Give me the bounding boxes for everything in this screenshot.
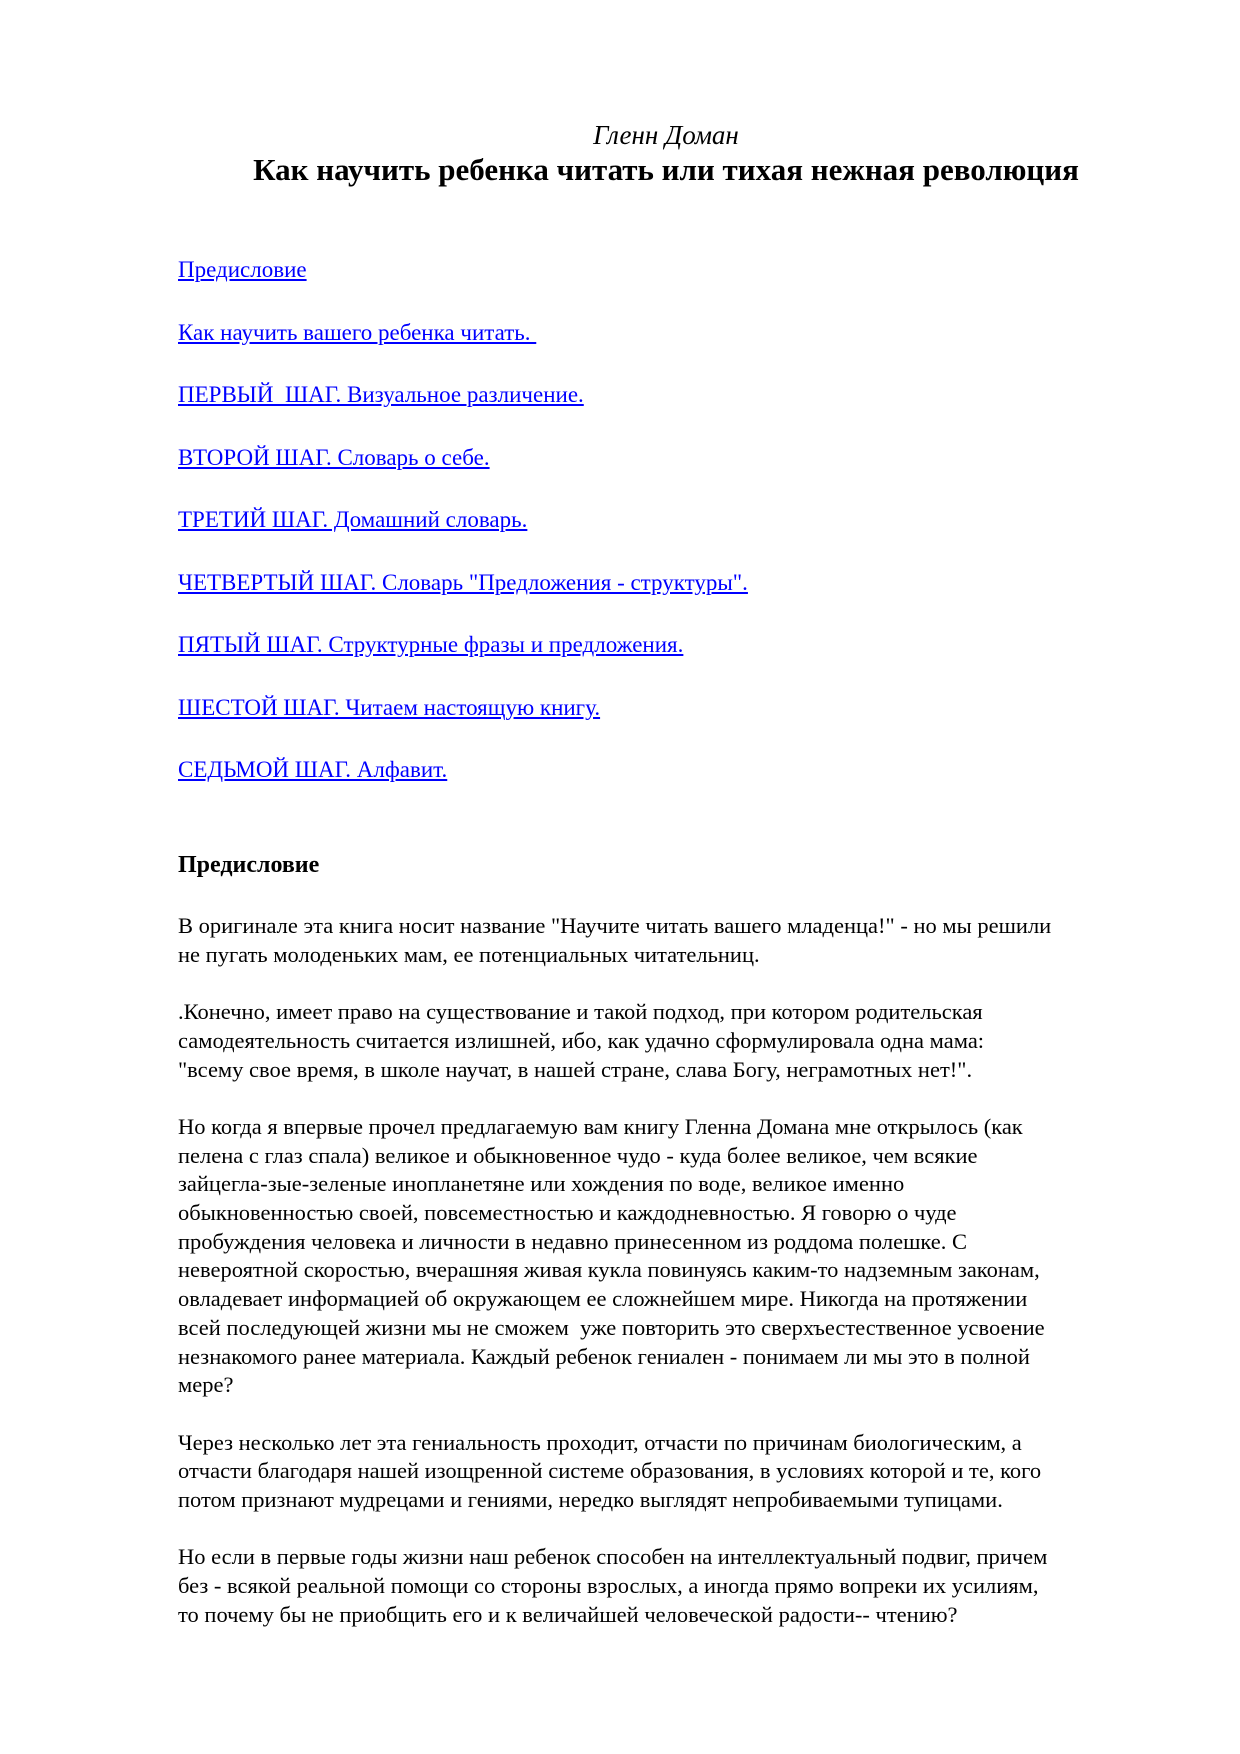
text-line: обыкновенностью своей, повсеместностью и каждодневностью. Я говорю о чуде xyxy=(178,1200,957,1225)
toc-link[interactable]: Как научить вашего ребенка читать. xyxy=(178,319,537,345)
toc-link[interactable]: ТРЕТИЙ ШАГ. Домашний словарь. xyxy=(178,507,528,532)
text-line: без - всякой реальной помощи со стороны взрослых, а иногда прямо вопреки их усилиям, xyxy=(178,1573,1039,1599)
toc-link[interactable]: СЕДЬМОЙ ШАГ. Алфавит. xyxy=(178,757,448,782)
toc-link[interactable]: Предисловие xyxy=(178,257,307,282)
text-line: пелена с глаз спала) великое и обыкновенное чудо - куда более великое, чем всякие xyxy=(178,1142,978,1168)
text-line: невероятной скоростью, вчерашняя живая кукла повинуясь каким-то надземным законам, xyxy=(178,1257,1040,1283)
section-heading: Предисловие xyxy=(178,852,320,878)
text-line: Но когда я впервые прочел предлагаемую вам книгу Гленна Домана мне открылось (как xyxy=(178,1113,1023,1139)
text-line: "всему свое время, в школе научат, в нашей стране, слава Богу, неграмотных нет!". xyxy=(178,1056,973,1082)
text-line: самодеятельность считается излишней, ибо, как удачно сформулировала одна мама: xyxy=(178,1027,985,1053)
text-line: овладевает информацией об окружающем ее сложнейшем мире. Никогда на протяжении xyxy=(178,1286,1028,1312)
toc-link[interactable]: ШЕСТОЙ ШАГ. Читаем настоящую книгу. xyxy=(178,694,601,720)
text-line: В оригинале эта книга носит название "Научите читать вашего младенца!" - но мы решили xyxy=(178,913,1052,938)
text-line: то почему бы не приобщить его и к величайшей человеческой радости-- чтению? xyxy=(178,1601,958,1627)
paragraph xyxy=(178,1429,1051,1515)
text-line: Но если в первые годы жизни наш ребенок способен на интеллектуальный подвиг, причем xyxy=(178,1544,1048,1570)
text-line: пробуждения человека и личности в недавно принесенном из роддома полешке. С xyxy=(178,1228,968,1254)
table-of-contents xyxy=(178,254,748,817)
text-line: потом признают мудрецами и гениями, нередко выглядят непробиваемыми тупицами. xyxy=(178,1487,1003,1513)
text-line: всей последующей жизни мы не сможем уже повторить это сверхъестественное усвоение xyxy=(178,1314,1045,1340)
text-line: отчасти благодаря нашей изощренной системе образования, в условиях которой и те, кого xyxy=(178,1458,1042,1484)
paragraph xyxy=(178,998,1051,1084)
text-line: .Конечно, имеет право на существование и такой подход, при котором родительская xyxy=(178,999,983,1025)
toc-link[interactable]: ЧЕТВЕРТЫЙ ШАГ. Словарь "Предложения - структуры". xyxy=(178,569,748,595)
section-body xyxy=(178,912,1051,1658)
toc-link[interactable]: ПЕРВЫЙ ШАГ. Визуальное различение. xyxy=(178,382,584,407)
text-line: незнакомого ранее материала. Каждый ребенок гениален - понимаем ли мы это в полной xyxy=(178,1343,1030,1369)
text-line: Через несколько лет эта гениальность проходит, отчасти по причинам биологическим, а xyxy=(178,1429,1022,1455)
paragraph xyxy=(178,1113,1051,1400)
paragraph xyxy=(178,912,1051,969)
document-title: Как научить ребенка читать или тихая нежная революция xyxy=(253,152,1079,187)
paragraph xyxy=(178,1543,1051,1629)
text-line: мере? xyxy=(178,1372,234,1398)
toc-link[interactable]: ВТОРОЙ ШАГ. Словарь о себе. xyxy=(178,444,490,470)
author-name: Гленн Доман xyxy=(593,120,739,150)
text-line: зайцегла-зые-зеленые инопланетяне или хождения по воде, великое именно xyxy=(178,1171,905,1197)
text-line: не пугать молоденьких мам, ее потенциальных читательниц. xyxy=(178,941,760,967)
toc-link[interactable]: ПЯТЫЙ ШАГ. Структурные фразы и предложения. xyxy=(178,632,684,657)
